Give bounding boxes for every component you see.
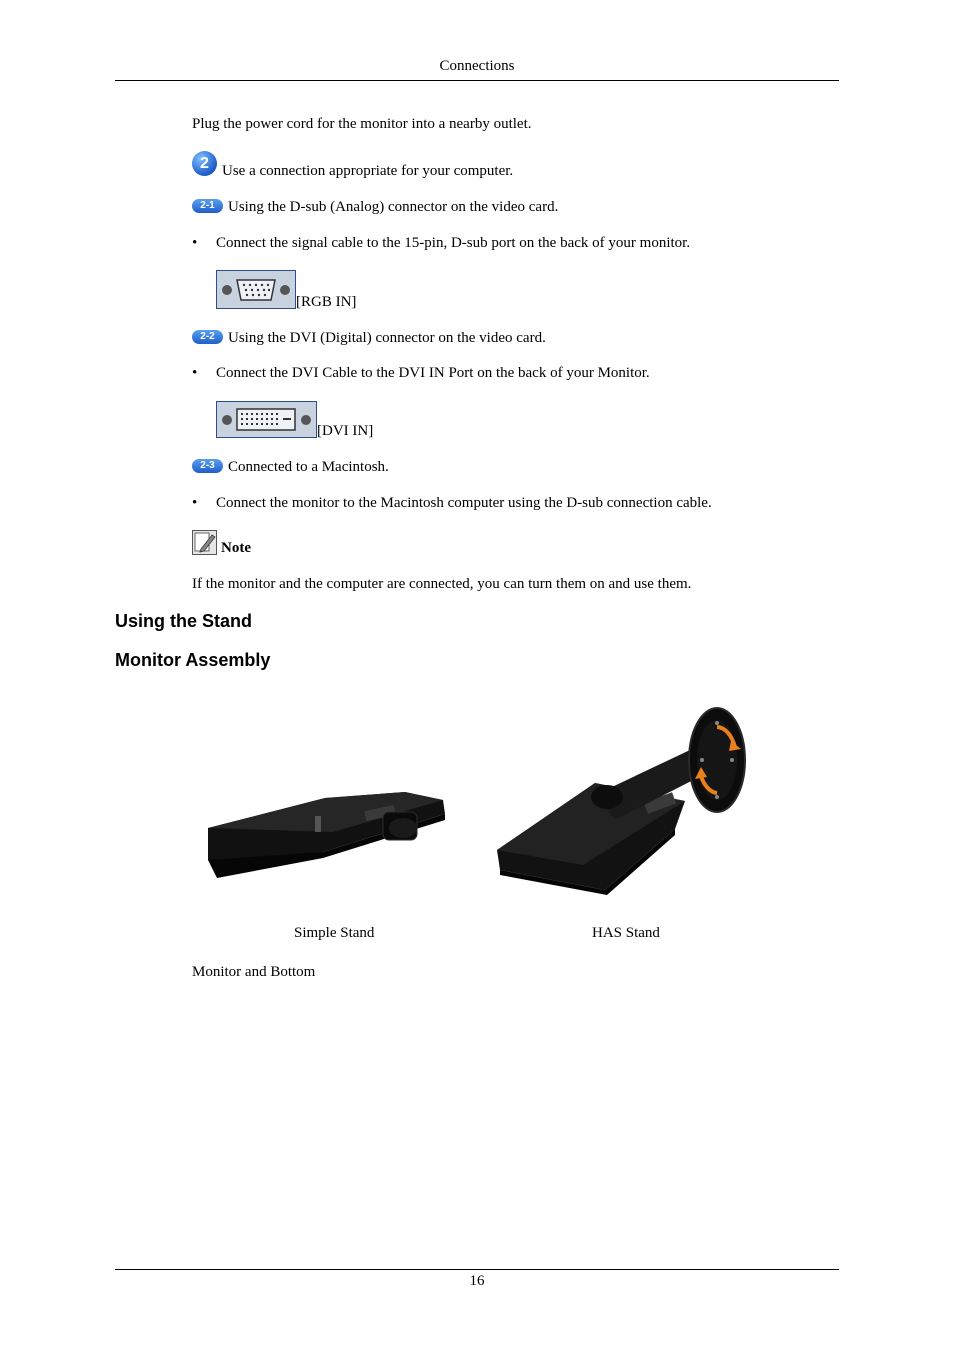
note-text: If the monitor and the computer are connected, you can turn them on and use them. xyxy=(192,576,692,592)
rgb-in-port-icon xyxy=(216,270,296,309)
note-label: Note xyxy=(221,540,251,556)
page-header-title: Connections xyxy=(439,58,515,74)
note-pencil-icon xyxy=(192,530,217,555)
power-cord-text: Plug the power cord for the monitor into a nearby outlet. xyxy=(192,116,532,132)
step-2-2-badge-icon: 2-2 xyxy=(192,330,223,344)
rgb-in-label: [RGB IN] xyxy=(296,294,357,310)
bullet-marker: • xyxy=(192,235,198,251)
dvi-in-label: [DVI IN] xyxy=(317,423,374,439)
step-2-badge-icon: 2 xyxy=(192,151,217,176)
macintosh-instruction-text: Connect the monitor to the Macintosh computer using the D-sub connection cable. xyxy=(216,495,712,511)
simple-stand-image xyxy=(205,780,450,880)
step-2-2-text: Using the DVI (Digital) connector on the video card. xyxy=(228,330,546,346)
dvi-instruction-text: Connect the DVI Cable to the DVI IN Port on the back of your Monitor. xyxy=(216,365,650,381)
heading-monitor-assembly: Monitor Assembly xyxy=(115,650,271,670)
caption-has-stand: HAS Stand xyxy=(592,925,660,941)
dsub-instruction-text: Connect the signal cable to the 15-pin, D-sub port on the back of your monitor. xyxy=(216,235,691,251)
caption-monitor-and-bottom: Monitor and Bottom xyxy=(192,964,316,980)
step-2-1-badge-icon: 2-1 xyxy=(192,199,223,213)
header-rule xyxy=(115,80,839,81)
bullet-marker: • xyxy=(192,365,198,381)
has-stand-image xyxy=(495,705,750,895)
step-2-1-text: Using the D-sub (Analog) connector on the video card. xyxy=(228,199,559,215)
step-2-text: Use a connection appropriate for your computer. xyxy=(222,163,514,179)
footer-rule xyxy=(115,1269,839,1270)
step-2-3-text: Connected to a Macintosh. xyxy=(228,459,389,475)
bullet-marker: • xyxy=(192,495,198,511)
dvi-in-port-icon xyxy=(216,401,317,438)
step-2-3-badge-icon: 2-3 xyxy=(192,459,223,473)
caption-simple-stand: Simple Stand xyxy=(294,925,375,941)
page-number: 16 xyxy=(469,1273,485,1289)
heading-using-the-stand: Using the Stand xyxy=(115,611,253,631)
